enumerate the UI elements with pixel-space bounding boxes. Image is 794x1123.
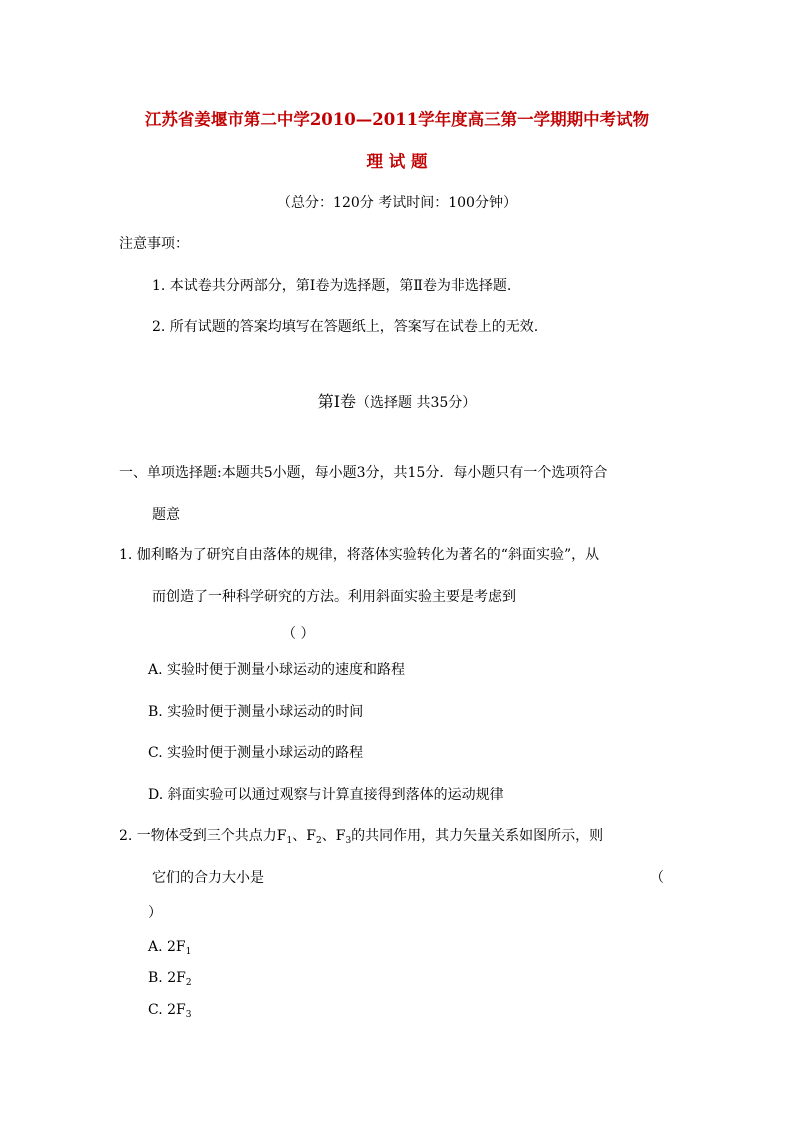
exam-subtitle: （总分：120分 考试时间：100分钟）	[277, 195, 517, 211]
section-title-sub: （选择题 共35分）	[356, 395, 477, 411]
part-instructions-line2: 题意	[152, 507, 180, 523]
q2-option-a-sub: 1	[185, 947, 192, 957]
q2-stem-b: 的共同作用，其力矢量关系如图所示，则	[351, 828, 604, 844]
notes-heading: 注意事项：	[119, 236, 189, 252]
question-2-option-a	[148, 937, 191, 957]
question-2-stem-line1	[119, 826, 603, 846]
question-1-option-b: B. 实验时便于测量小球运动的时间	[148, 704, 364, 720]
q2-option-b-sub: 2	[185, 978, 192, 988]
q2-sub-1: 1	[286, 836, 293, 846]
q2-sub-2: 2	[315, 836, 322, 846]
question-1-stem-line2: 而创造了一种科学研究的方法。利用斜面实验主要是考虑到	[152, 589, 516, 605]
part-instructions-line1: 一、单项选择题:本题共5小题，每小题3分，共15分．每小题只有一个选项符合	[119, 465, 608, 481]
q2-stem-a: 2. 一物体受到三个共点力F	[119, 828, 287, 844]
question-2-stem-line2: 它们的合力大小是	[152, 870, 264, 886]
q2-option-c-label: C. 2F	[148, 1002, 186, 1018]
question-1-stem-line1: 1. 伽利略为了研究自由落体的规律，将落体实验转化为著名的“斜面实验”，从	[119, 547, 600, 563]
section-title	[0, 392, 794, 413]
exam-title-line2: 理 试 题	[366, 152, 428, 171]
q2-sep-1: 、F	[292, 828, 316, 844]
note-item: 2. 所有试题的答案均填写在答题纸上，答案写在试卷上的无效.	[152, 319, 539, 335]
question-2-bracket-open: （	[650, 870, 664, 886]
question-1-option-a: A. 实验时便于测量小球运动的速度和路程	[148, 662, 406, 678]
exam-title-line1: 江苏省姜堰市第二中学2010—2011学年度高三第一学期期中考试物	[144, 110, 650, 129]
question-2-bracket-close: ）	[148, 905, 162, 921]
q2-option-a-label: A. 2F	[148, 939, 186, 955]
question-1-answer-bracket: （ ）	[282, 626, 315, 642]
q2-sub-3: 3	[345, 836, 352, 846]
question-2-option-c	[148, 1000, 191, 1020]
q2-option-b-label: B. 2F	[148, 970, 186, 986]
note-item: 1. 本试卷共分两部分，第Ⅰ卷为选择题，第Ⅱ卷为非选择题.	[152, 278, 512, 294]
question-1-option-d: D. 斜面实验可以通过观察与计算直接得到落体的运动规律	[148, 787, 504, 803]
question-2-option-b	[148, 968, 192, 988]
q2-sep-2: 、F	[321, 828, 346, 844]
section-title-main: 第Ⅰ卷	[317, 392, 357, 411]
question-1-option-c: C. 实验时便于测量小球运动的路程	[148, 745, 364, 761]
q2-option-c-sub: 3	[185, 1010, 192, 1020]
